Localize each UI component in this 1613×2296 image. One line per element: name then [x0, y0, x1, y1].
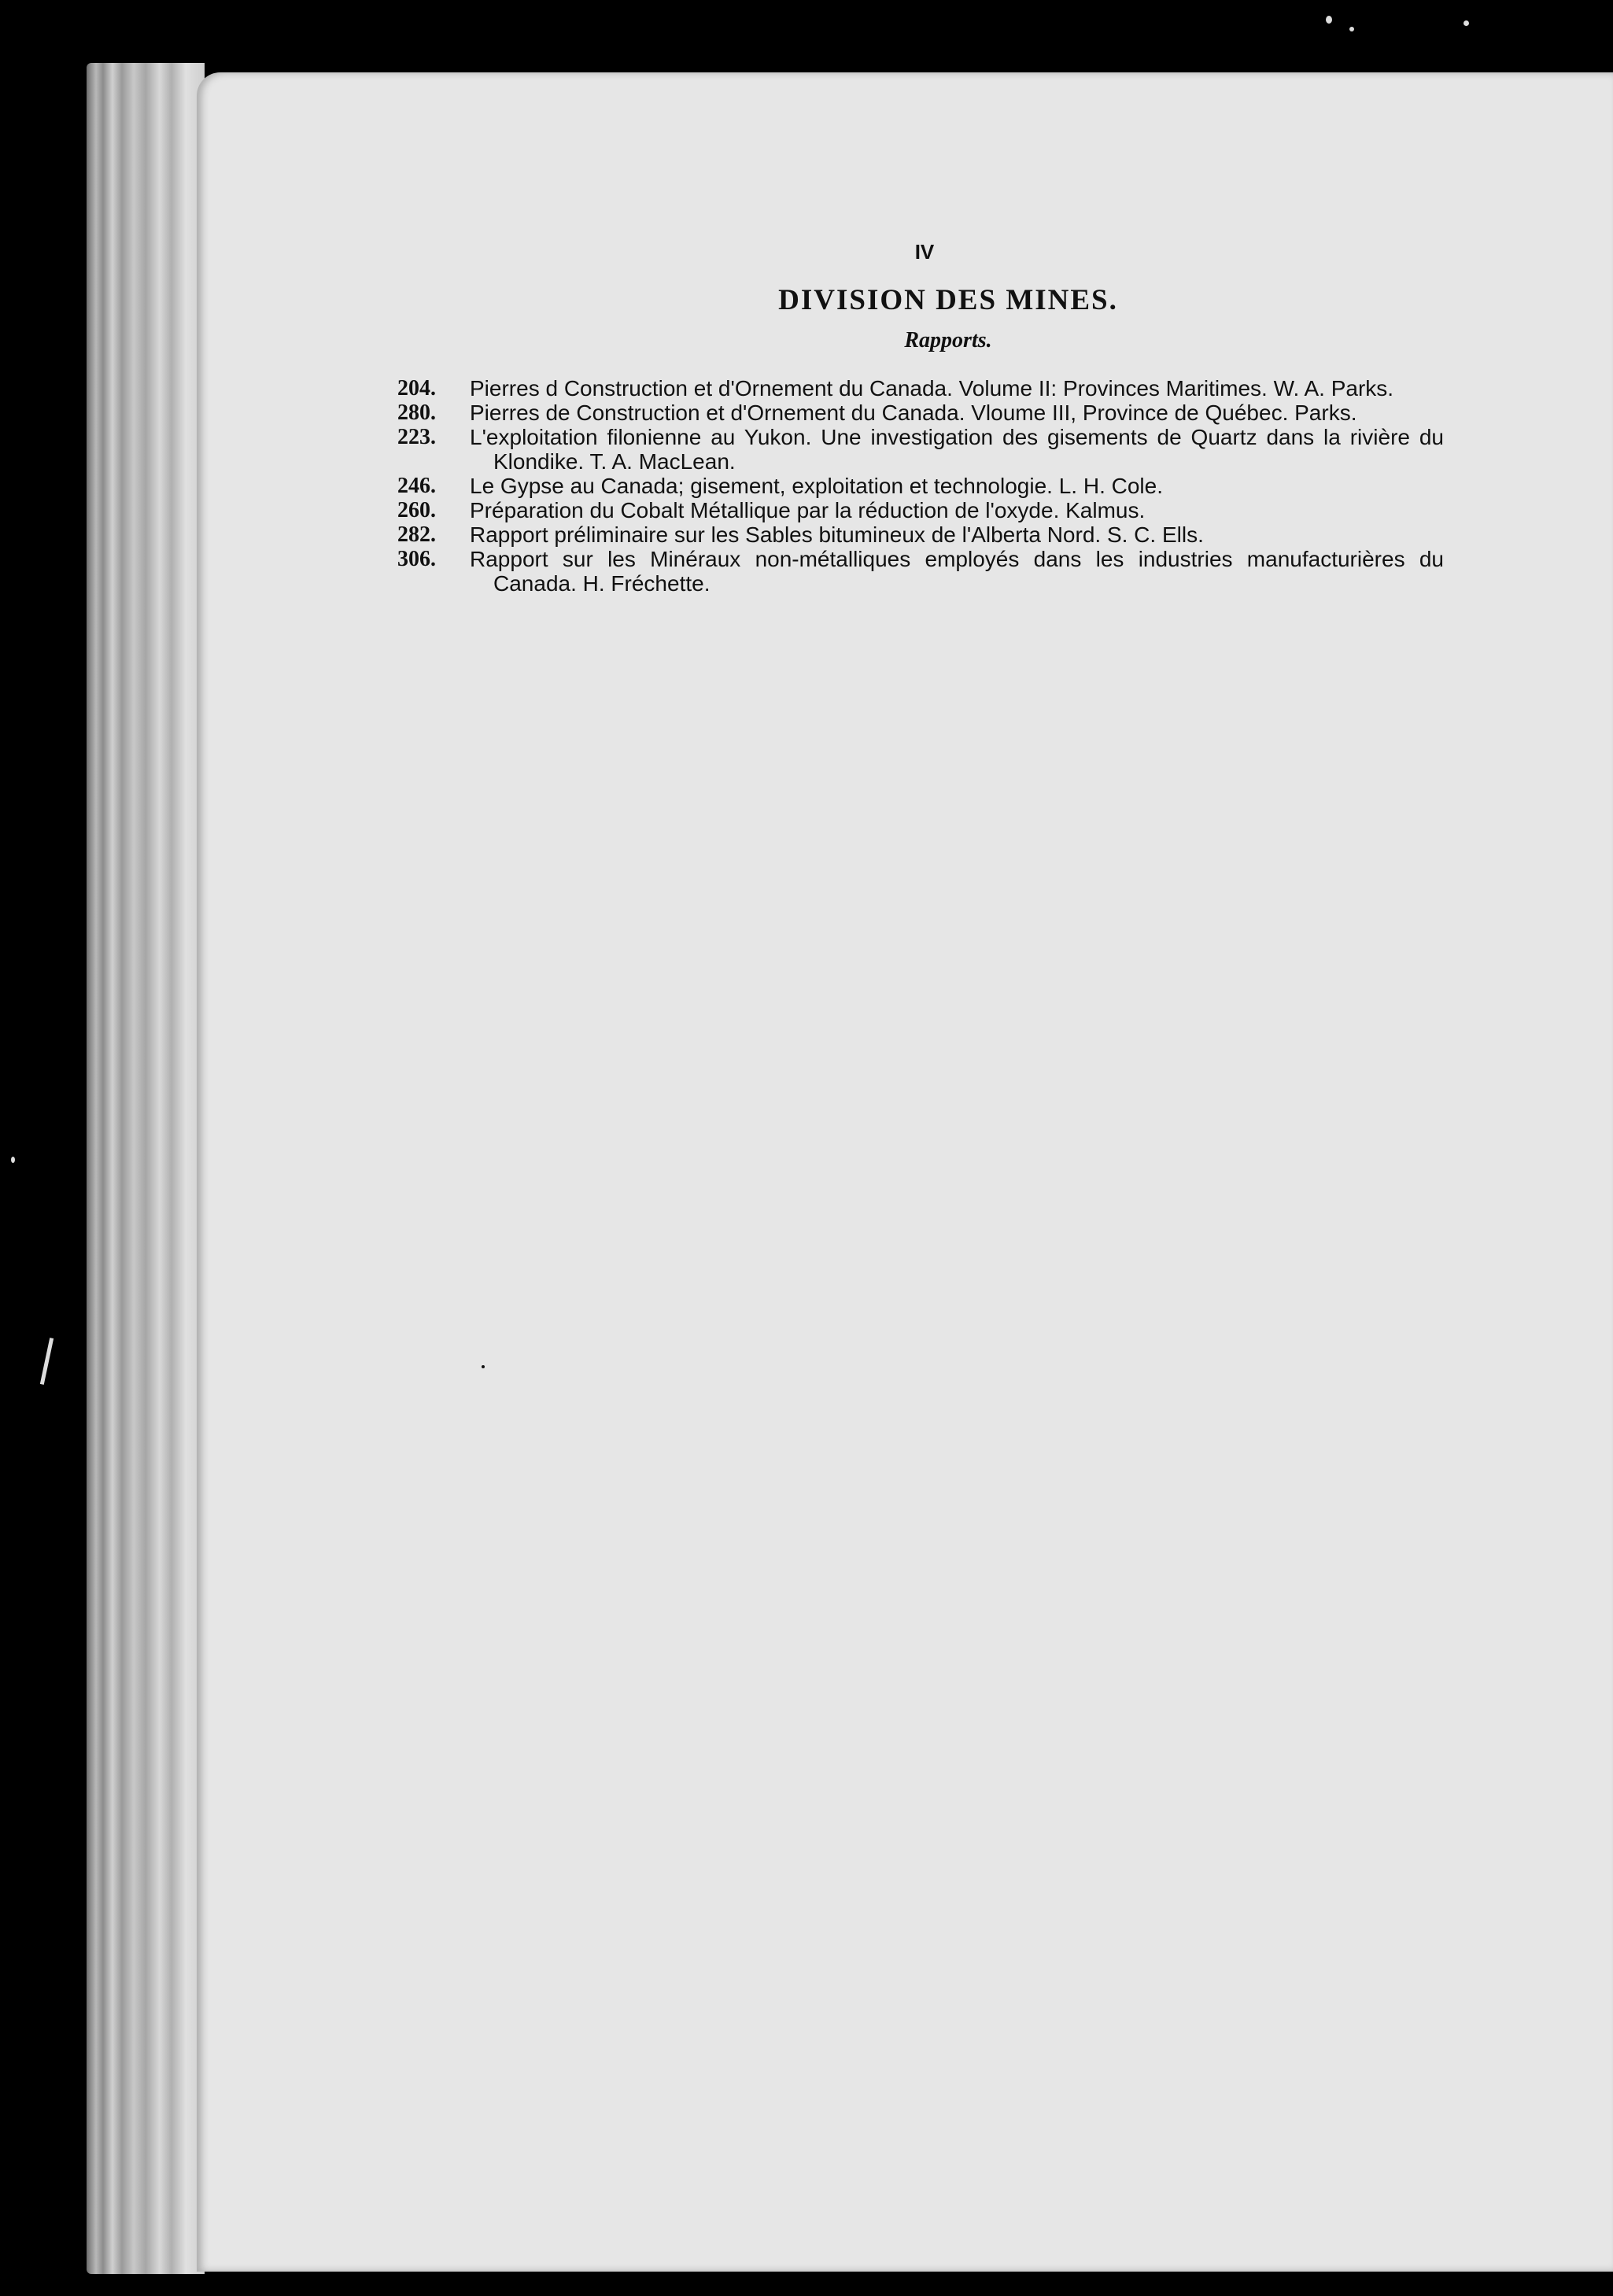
scan-speck	[1464, 20, 1469, 26]
report-title: Pierres de Construction et d'Ornement du Canada. Vloume III, Province de Québec. Parks.	[470, 401, 1357, 425]
report-title: Rapport préliminaire sur les Sables bitumineux de l'Alberta Nord. S. C. Ells.	[470, 522, 1204, 547]
section-heading: DIVISION DES MINES.	[778, 284, 1118, 316]
report-entry	[397, 498, 1444, 522]
report-title: Préparation du Cobalt Métallique par la réduction de l'oxyde. Kalmus.	[470, 498, 1146, 522]
scan-speck	[1349, 27, 1354, 31]
report-number: 246.	[397, 474, 436, 498]
page-content	[397, 236, 1444, 596]
page-edge-strip	[87, 63, 205, 2274]
scan-speck	[1326, 16, 1332, 24]
report-entry	[397, 376, 1444, 401]
report-number: 282.	[397, 522, 436, 547]
report-entry	[397, 474, 1444, 498]
report-number: 280.	[397, 401, 436, 425]
report-entry	[397, 522, 1444, 547]
report-number: 204.	[397, 376, 436, 401]
report-title: Le Gypse au Canada; gisement, exploitation et technologie. L. H. Cole.	[470, 474, 1163, 498]
report-entry	[397, 401, 1444, 425]
report-title: Rapport sur les Minéraux non-métalliques employés dans les industries manufacturières du Canada. H. Fréchette.	[470, 547, 1444, 596]
scan-speck	[11, 1157, 15, 1163]
report-entry	[397, 547, 1444, 596]
ink-dot	[482, 1365, 485, 1368]
section-subheading: Rapports.	[904, 328, 992, 353]
report-number: 223.	[397, 425, 436, 449]
report-number: 306.	[397, 547, 436, 571]
report-entry	[397, 425, 1444, 474]
report-number: 260.	[397, 498, 436, 522]
report-title: L'exploitation filonienne au Yukon. Une investigation des gisements de Quartz dans la rivière du Klondike. T. A. MacLean.	[470, 425, 1444, 474]
report-title: Pierres d Construction et d'Ornement du Canada. Volume II: Provinces Maritimes. W. A. Parks.	[470, 376, 1394, 401]
scan-mark	[40, 1338, 54, 1385]
report-list	[397, 376, 1444, 596]
page-number: IV	[914, 240, 935, 264]
